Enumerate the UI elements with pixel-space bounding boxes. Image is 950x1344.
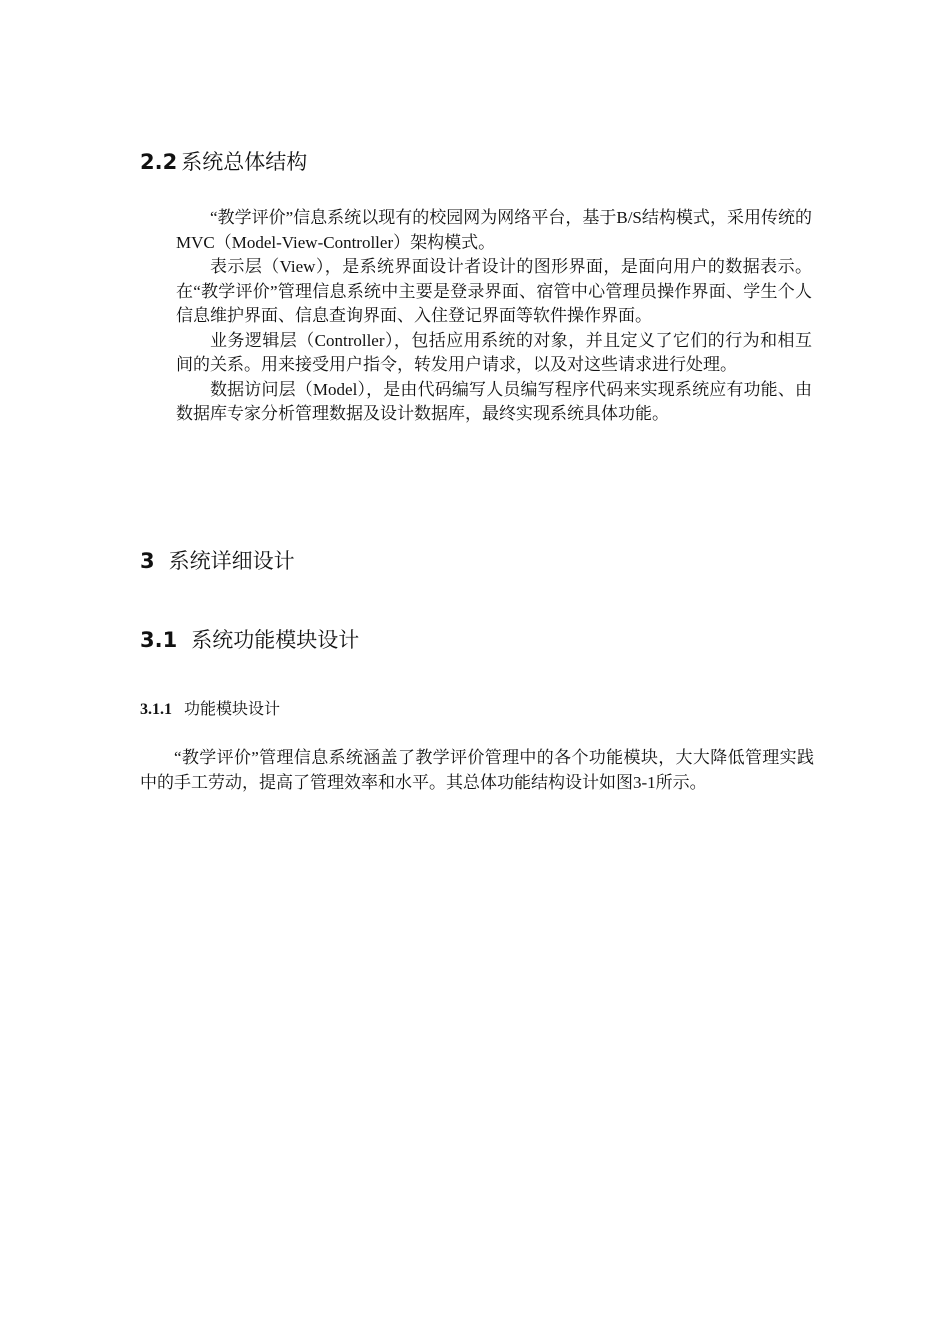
section-2-2-body — [176, 206, 812, 427]
section-title: 系统总体结构 — [181, 150, 308, 174]
chapter-heading-3 — [140, 545, 295, 575]
section-heading-3-1 — [140, 624, 359, 654]
section-number: 3.1 — [140, 628, 178, 652]
section-3-1-1-body — [140, 746, 814, 795]
section-number: 3 — [140, 549, 155, 573]
section-title: 系统详细设计 — [168, 549, 295, 573]
paragraph: 表示层（View），是系统界面设计者设计的图形界面，是面向用户的数据表示。在“教学评价”管理信息系统中主要是登录界面、宿管中心管理员操作界面、学生个人信息维护界面、信息查询界面、入住登记界面等软件操作界面。 — [176, 257, 812, 325]
subsection-heading-3-1-1 — [140, 696, 280, 719]
paragraph: “教学评价”管理信息系统涵盖了教学评价管理中的各个功能模块，大大降低管理实践中的手工劳动，提高了管理效率和水平。其总体功能结构设计如图3-1所示。 — [140, 748, 814, 792]
paragraph: 业务逻辑层（Controller），包括应用系统的对象，并且定义了它们的行为和相互间的关系。用来接受用户指令，转发用户请求，以及对这些请求进行处理。 — [176, 330, 812, 374]
section-title: 功能模块设计 — [184, 701, 281, 718]
section-number: 3.1.1 — [140, 701, 172, 718]
paragraph: “教学评价”信息系统以现有的校园网为网络平台，基于B/S结构模式，采用传统的MVC（Model-View-Controller）架构模式。 — [176, 208, 812, 252]
section-title: 系统功能模块设计 — [191, 628, 360, 652]
section-heading-2-2 — [140, 146, 307, 176]
section-number: 2.2 — [140, 150, 178, 174]
paragraph: 数据访问层（Model），是由代码编写人员编写程序代码来实现系统应有功能、由数据库专家分析管理数据及设计数据库，最终实现系统具体功能。 — [176, 379, 812, 423]
